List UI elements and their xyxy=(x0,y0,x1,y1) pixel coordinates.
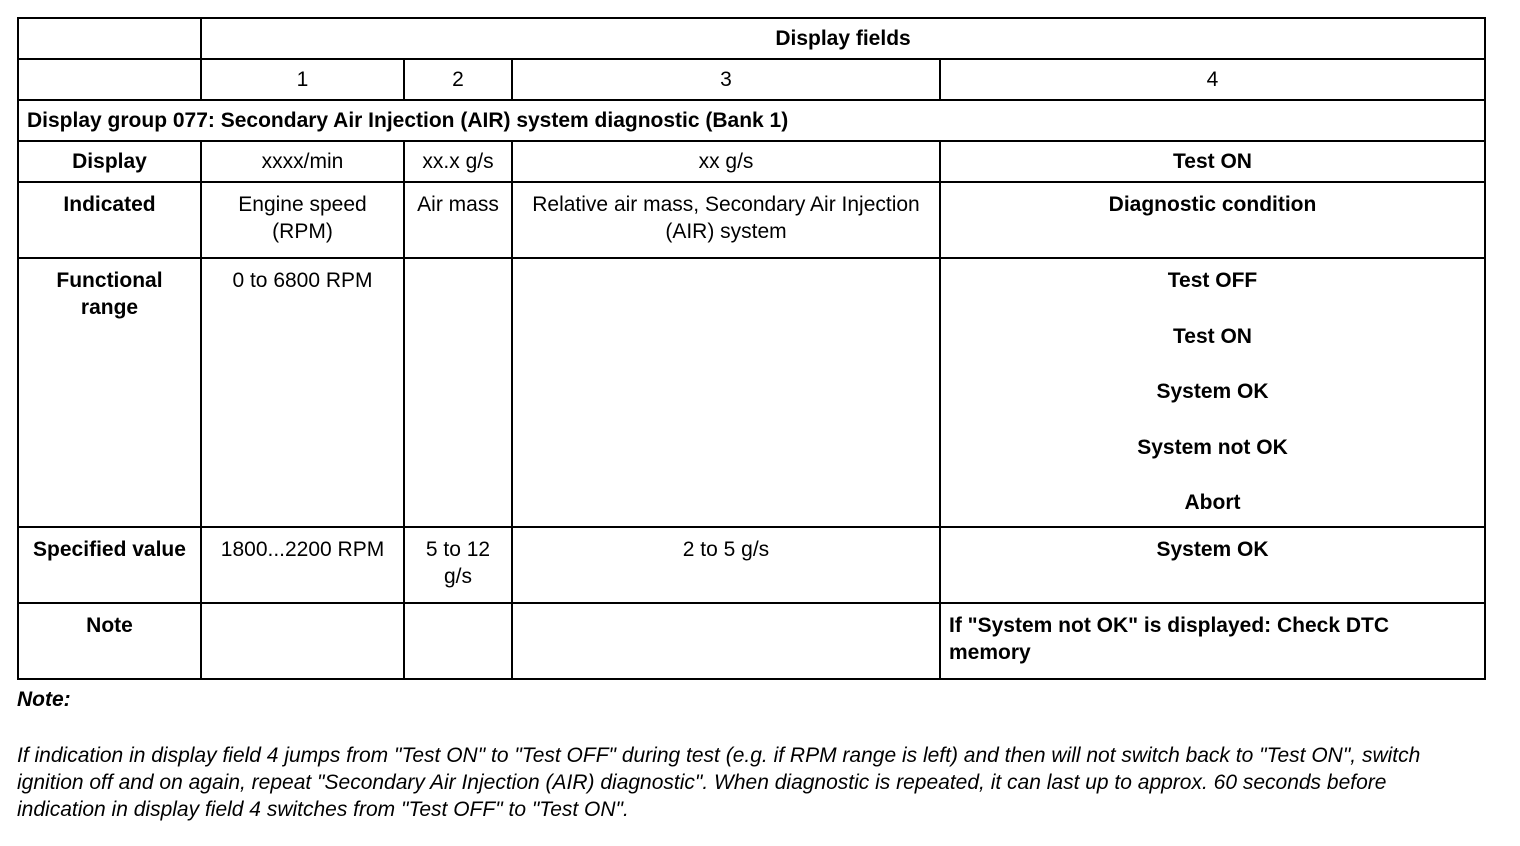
functional-range-field-4 xyxy=(940,258,1485,527)
functional-range-row xyxy=(18,258,1485,527)
footnote-title: Note: xyxy=(17,688,71,711)
display-row-label: Display xyxy=(18,141,201,182)
note-row xyxy=(18,603,1485,679)
footnote xyxy=(17,686,1477,823)
specified-value-row xyxy=(18,527,1485,603)
note-field-4: If "System not OK" is displayed: Check DTC memory xyxy=(940,603,1485,679)
indicated-row xyxy=(18,182,1485,258)
range-value: Test OFF xyxy=(1167,269,1258,292)
display-fields-header: Display fields xyxy=(201,18,1485,59)
indicated-row-label: Indicated xyxy=(18,182,201,258)
field-number-corner-cell xyxy=(18,59,201,100)
note-field-1 xyxy=(201,603,404,679)
group-title: Display group 077: Secondary Air Injection (AIR) system diagnostic (Bank 1) xyxy=(18,100,1485,141)
display-field-1: xxxx/min xyxy=(201,141,404,182)
specified-value-field-2: 5 to 12 g/s xyxy=(404,527,512,603)
specified-value-label: Specified value xyxy=(18,527,201,603)
range-value: Abort xyxy=(1184,491,1241,514)
indicated-field-1: Engine speed (RPM) xyxy=(201,182,404,258)
header-corner-cell xyxy=(18,18,201,59)
field-number-3: 3 xyxy=(512,59,940,100)
display-field-3: xx g/s xyxy=(512,141,940,182)
indicated-field-3: Relative air mass, Secondary Air Injection (AIR) system xyxy=(512,182,940,258)
field-number-row xyxy=(18,59,1485,100)
specified-value-field-4: System OK xyxy=(940,527,1485,603)
display-field-2: xx.x g/s xyxy=(404,141,512,182)
functional-range-label: Functional range xyxy=(18,258,201,527)
functional-range-field-2 xyxy=(404,258,512,527)
range-value: System not OK xyxy=(1137,435,1288,459)
header-row xyxy=(18,18,1485,59)
display-group-table xyxy=(17,17,1486,680)
field-number-2: 2 xyxy=(404,59,512,100)
group-title-row xyxy=(18,100,1485,141)
display-field-4: Test ON xyxy=(940,141,1485,182)
range-value: System OK xyxy=(1156,380,1269,403)
display-row xyxy=(18,141,1485,182)
note-row-label: Note xyxy=(18,603,201,679)
functional-range-field-3 xyxy=(512,258,940,527)
indicated-field-4: Diagnostic condition xyxy=(940,182,1485,258)
specified-value-field-3: 2 to 5 g/s xyxy=(512,527,940,603)
note-field-3 xyxy=(512,603,940,679)
field-number-4: 4 xyxy=(940,59,1485,100)
note-field-2 xyxy=(404,603,512,679)
indicated-field-2: Air mass xyxy=(404,182,512,258)
specified-value-field-1: 1800...2200 RPM xyxy=(201,527,404,603)
field-number-1: 1 xyxy=(201,59,404,100)
footnote-text: If indication in display field 4 jumps from "Test ON" to "Test OFF" during test (e.g. if RPM range is left) and then will not switch back to "Test ON", switch ignition off and on again, repeat "Secondary Air Injection (AIR) diagnostic". When diagnostic is repeated, it can last up to approx. 60 seconds before indication in display field 4 switches from "Test OFF" to "Test ON". xyxy=(17,744,1421,821)
functional-range-values xyxy=(949,267,1476,516)
range-value: Test ON xyxy=(1173,324,1252,348)
functional-range-field-1: 0 to 6800 RPM xyxy=(201,258,404,527)
